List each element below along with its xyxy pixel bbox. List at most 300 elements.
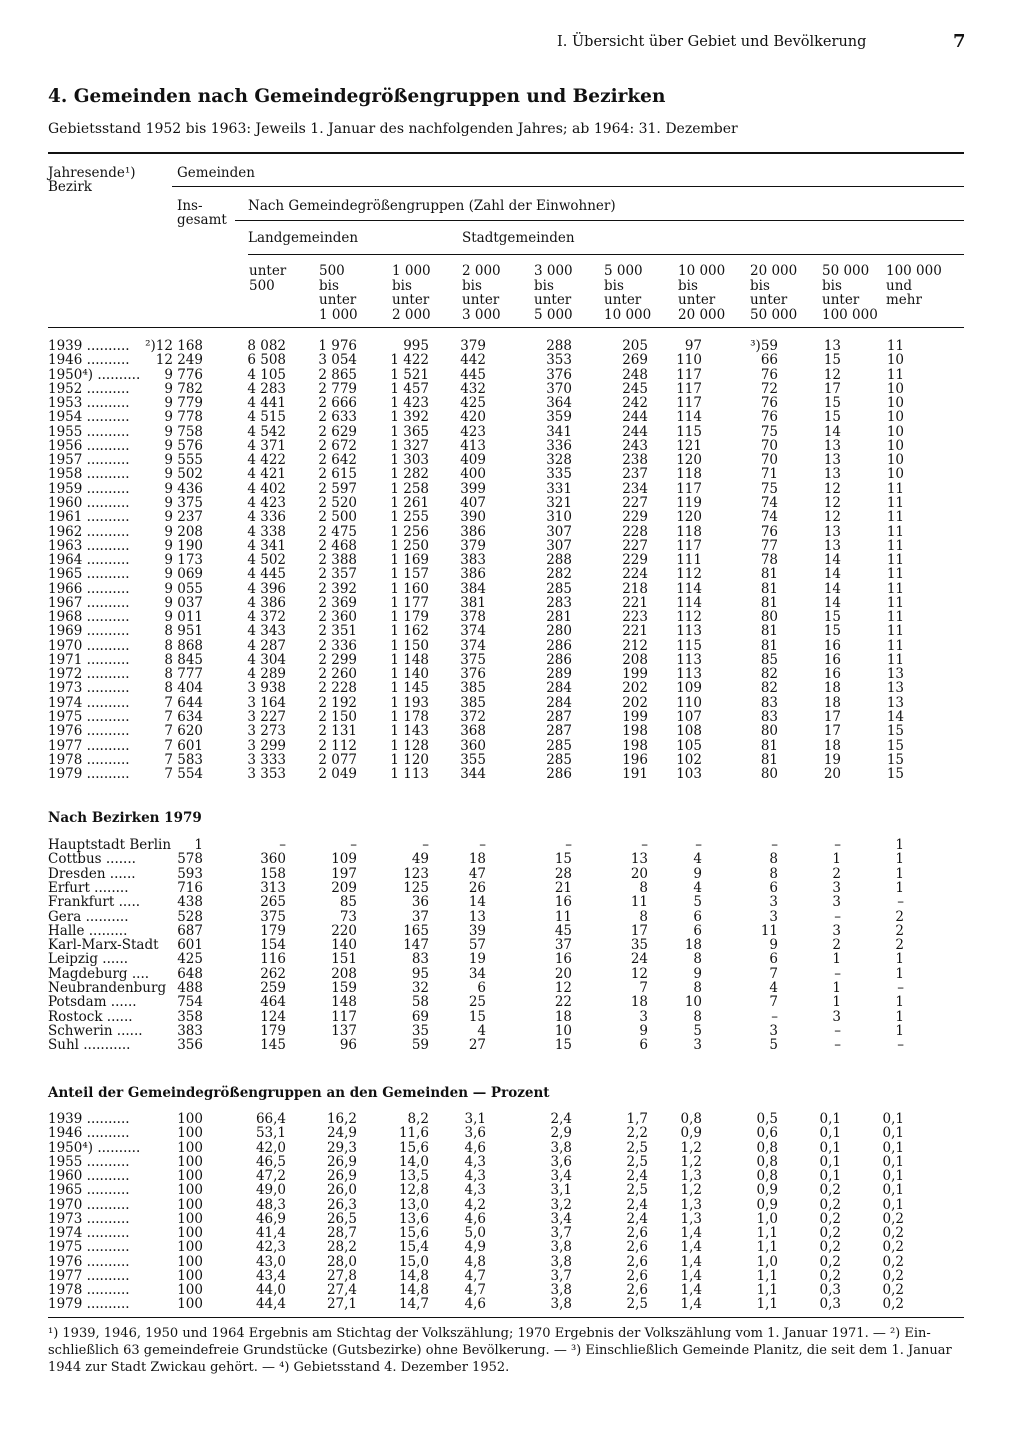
table-cell: 4,6	[464, 1296, 486, 1313]
table-cell: 1	[895, 879, 904, 896]
table-cell: 2,6	[626, 1267, 648, 1284]
table-cell: 27,1	[326, 1296, 357, 1313]
table-cell: 85	[339, 894, 357, 911]
table-cell: 19	[468, 951, 486, 968]
table-cell: 399	[460, 480, 486, 497]
table-cell: 407	[460, 494, 486, 511]
table-cell: 100	[177, 1282, 203, 1298]
row-label: 1966 ..........	[48, 580, 130, 597]
table-cell: 4	[693, 879, 702, 896]
table-cell: 2,6	[626, 1282, 648, 1298]
table-cell: 11	[886, 366, 904, 383]
table-cell: 13	[823, 452, 841, 469]
table-cell: 1 157	[390, 566, 429, 583]
table-cell: 1 140	[390, 666, 429, 683]
table-cell: 16	[823, 666, 841, 683]
size-class-header: 50 000	[750, 306, 798, 323]
table-cell: 601	[177, 937, 203, 954]
table-cell: 223	[622, 609, 648, 626]
table-cell: 24	[630, 951, 648, 968]
table-cell: 288	[546, 338, 572, 354]
table-cell: 2,5	[626, 1182, 648, 1199]
table-cell: 0,1	[882, 1168, 904, 1184]
year-row	[0, 525, 1024, 539]
table-cell: 2,9	[550, 1125, 572, 1142]
row-label: 1962 ..........	[48, 523, 130, 540]
table-cell: 20	[823, 766, 841, 783]
row-label: 1974 ..........	[48, 694, 130, 711]
table-cell: 754	[177, 994, 203, 1011]
table-cell: 15	[823, 609, 841, 626]
table-cell: 18	[554, 1008, 572, 1025]
table-cell: 9 208	[164, 523, 203, 540]
table-cell: 95	[411, 965, 429, 982]
table-cell: 114	[676, 580, 702, 597]
table-cell: 228	[622, 523, 648, 540]
table-cell: 108	[676, 723, 702, 740]
table-cell: 1 261	[390, 494, 429, 511]
table-cell: 43,0	[255, 1253, 286, 1270]
table-cell: 2 336	[318, 637, 357, 654]
year-row	[0, 353, 1024, 367]
table-cell: 245	[622, 380, 648, 397]
table-cell: 262	[260, 965, 286, 982]
table-cell: 14	[886, 709, 904, 726]
row-label: Cottbus .......	[48, 851, 136, 868]
table-cell: 1 143	[390, 723, 429, 740]
table-cell: 2 357	[318, 566, 357, 583]
table-cell: 1 178	[390, 709, 429, 726]
table-cell: 96	[339, 1037, 357, 1054]
table-cell: 103	[676, 766, 702, 783]
table-cell: 4 515	[247, 409, 286, 426]
bezirk-row	[0, 838, 1024, 852]
table-cell: 26,9	[326, 1168, 357, 1184]
table-cell: 15,6	[398, 1139, 429, 1156]
table-cell: 420	[460, 409, 486, 426]
table-cell: 21	[554, 879, 572, 896]
running-head: I. Übersicht über Gebiet und Bevölkerung	[557, 34, 867, 50]
table-cell: –	[834, 1037, 841, 1054]
row-label: 1977 ..........	[48, 1267, 130, 1284]
table-cell: ³)59	[750, 338, 778, 354]
table-cell: 4 542	[247, 423, 286, 440]
row-label: 1959 ..........	[48, 480, 130, 497]
table-cell: 7	[639, 980, 648, 996]
table-cell: 1,4	[680, 1296, 702, 1313]
size-class-header: 5 000	[534, 306, 573, 323]
table-cell: 10	[554, 1022, 572, 1039]
table-cell: 77	[760, 537, 778, 554]
table-cell: 205	[622, 338, 648, 354]
anteil-row	[0, 1141, 1024, 1155]
table-cell: 360	[260, 851, 286, 868]
table-cell: 3,1	[550, 1182, 572, 1199]
table-cell: 20	[554, 965, 572, 982]
table-cell: 3,8	[550, 1239, 572, 1256]
row-label: 1974 ..........	[48, 1225, 130, 1241]
table-cell: 6	[477, 980, 486, 996]
table-cell: 71	[760, 466, 778, 483]
table-cell: 383	[460, 552, 486, 569]
table-cell: 3 227	[247, 709, 286, 726]
table-cell: 7	[769, 965, 778, 982]
size-class-header: 10 000	[604, 306, 652, 323]
table-cell: 75	[760, 480, 778, 497]
table-cell: 1	[194, 837, 203, 853]
table-cell: 8 951	[164, 623, 203, 640]
footnote-line: ¹) 1939, 1946, 1950 und 1964 Ergebnis am Stichtag der Volkszählung; 1970 Ergebnis der Volkszählung vom 1. Januar 1971. — ²) Ein-	[48, 1326, 931, 1341]
table-cell: 1,3	[680, 1210, 702, 1227]
table-cell: 8,2	[407, 1111, 429, 1127]
table-cell: 281	[546, 609, 572, 626]
year-row	[0, 453, 1024, 467]
table-cell: 4,6	[464, 1139, 486, 1156]
table-cell: 0,1	[819, 1139, 841, 1156]
table-cell: 1,1	[756, 1225, 778, 1241]
table-cell: 341	[546, 423, 572, 440]
row-label: 1958 ..........	[48, 466, 130, 483]
table-cell: 11	[886, 623, 904, 640]
row-label: 1976 ..........	[48, 723, 130, 740]
table-cell: 2,4	[550, 1111, 572, 1127]
table-cell: 12,8	[398, 1182, 429, 1199]
table-cell: 151	[331, 951, 357, 968]
table-cell: 528	[177, 908, 203, 925]
table-cell: 9 502	[164, 466, 203, 483]
table-cell: –	[834, 965, 841, 982]
size-class-header: 5 000	[604, 263, 643, 279]
table-cell: 53,1	[255, 1125, 286, 1142]
table-cell: 1 162	[390, 623, 429, 640]
table-cell: 76	[760, 395, 778, 412]
table-cell: 374	[460, 637, 486, 654]
table-cell: 0,3	[819, 1282, 841, 1298]
table-cell: 1 282	[390, 466, 429, 483]
table-cell: 280	[546, 623, 572, 640]
size-class-header: mehr	[886, 292, 922, 308]
table-cell: 2 642	[318, 452, 357, 469]
table-cell: 0,5	[756, 1111, 778, 1127]
table-cell: 331	[546, 480, 572, 497]
table-cell: 202	[622, 694, 648, 711]
table-cell: 2 228	[318, 680, 357, 697]
table-cell: 2 468	[318, 537, 357, 554]
table-cell: 15	[823, 409, 841, 426]
table-cell: 0,2	[882, 1210, 904, 1227]
table-cell: 83	[760, 694, 778, 711]
table-cell: –	[771, 837, 778, 853]
table-cell: 1 258	[390, 480, 429, 497]
table-cell: 49	[411, 851, 429, 868]
table-cell: 3	[639, 1008, 648, 1025]
table-cell: 7 554	[164, 766, 203, 783]
table-cell: 0,2	[819, 1253, 841, 1270]
size-class-header: unter	[392, 292, 430, 308]
bezirk-row	[0, 895, 1024, 909]
table-cell: 4,2	[464, 1196, 486, 1213]
table-cell: 1 255	[390, 509, 429, 526]
table-cell: 2 150	[318, 709, 357, 726]
table-cell: 83	[760, 709, 778, 726]
row-label: 1955 ..........	[48, 1153, 130, 1170]
bezirk-row	[0, 1010, 1024, 1024]
table-cell: 26,9	[326, 1153, 357, 1170]
row-label: Gera ..........	[48, 908, 129, 925]
table-cell: 1 422	[390, 352, 429, 369]
table-cell: 74	[760, 494, 778, 511]
table-cell: 2 112	[318, 737, 357, 754]
table-cell: 1,4	[680, 1267, 702, 1284]
size-class-header: bis	[678, 277, 698, 294]
row-label: 1946 ..........	[48, 352, 130, 369]
year-row	[0, 553, 1024, 567]
table-cell: 0,1	[882, 1111, 904, 1127]
table-cell: 8	[639, 908, 648, 925]
table-cell: 70	[760, 437, 778, 454]
table-cell: 8 404	[164, 680, 203, 697]
table-cell: 4 386	[247, 594, 286, 611]
table-cell: 179	[260, 1022, 286, 1039]
table-cell: 29,3	[326, 1139, 357, 1156]
year-row	[0, 582, 1024, 596]
table-cell: 120	[676, 452, 702, 469]
table-cell: 8 845	[164, 651, 203, 668]
table-cell: 2 672	[318, 437, 357, 454]
table-cell: 17	[630, 922, 648, 939]
table-cell: 0,1	[819, 1168, 841, 1184]
table-cell: 82	[760, 680, 778, 697]
size-class-header: unter	[822, 292, 860, 308]
table-cell: 716	[177, 879, 203, 896]
table-cell: 82	[760, 666, 778, 683]
table-cell: 115	[676, 423, 702, 440]
row-label: 1971 ..........	[48, 651, 130, 668]
table-cell: 8	[769, 851, 778, 868]
table-cell: 78	[760, 552, 778, 569]
table-cell: 2 369	[318, 594, 357, 611]
anteil-row	[0, 1255, 1024, 1269]
table-cell: 159	[331, 980, 357, 996]
table-cell: 145	[260, 1037, 286, 1054]
table-cell: 1	[895, 1008, 904, 1025]
table-cell: 10	[684, 994, 702, 1011]
table-cell: 648	[177, 965, 203, 982]
table-cell: 2 865	[318, 366, 357, 383]
table-cell: 1,1	[756, 1282, 778, 1298]
size-class-header: 500	[319, 263, 345, 279]
table-cell: 17	[823, 723, 841, 740]
table-cell: 11	[886, 338, 904, 354]
table-cell: 244	[622, 423, 648, 440]
table-cell: –	[565, 837, 572, 853]
table-cell: 385	[460, 694, 486, 711]
table-cell: 80	[760, 723, 778, 740]
table-cell: 4	[693, 851, 702, 868]
table-cell: 379	[460, 537, 486, 554]
size-class-header: 500	[249, 277, 275, 294]
size-class-header: 2 000	[462, 263, 501, 279]
year-row	[0, 396, 1024, 410]
table-cell: 1,2	[680, 1153, 702, 1170]
table-cell: 0,2	[819, 1210, 841, 1227]
size-class-header: 50 000	[822, 263, 870, 279]
table-cell: 1,1	[756, 1296, 778, 1313]
table-cell: 2,5	[626, 1153, 648, 1170]
row-label: 1976 ..........	[48, 1253, 130, 1270]
table-cell: 2 475	[318, 523, 357, 540]
table-cell: 11	[760, 922, 778, 939]
table-cell: 3 054	[318, 352, 357, 369]
table-cell: 3,6	[550, 1153, 572, 1170]
size-class-header: 100 000	[822, 306, 878, 323]
table-cell: 3,7	[550, 1267, 572, 1284]
table-cell: 10	[886, 466, 904, 483]
table-cell: 4 396	[247, 580, 286, 597]
table-cell: 1 327	[390, 437, 429, 454]
table-cell: 28,7	[326, 1225, 357, 1241]
table-cell: 18	[630, 994, 648, 1011]
table-cell: 1	[832, 980, 841, 996]
anteil-row	[0, 1155, 1024, 1169]
table-cell: 9 375	[164, 494, 203, 511]
page-number: 7	[953, 31, 966, 52]
table-cell: 2 351	[318, 623, 357, 640]
row-label: 1953 ..........	[48, 395, 130, 412]
table-cell: 8 868	[164, 637, 203, 654]
table-cell: 202	[622, 680, 648, 697]
row-label: 1960 ..........	[48, 494, 130, 511]
table-cell: 58	[411, 994, 429, 1011]
table-cell: 0,9	[756, 1182, 778, 1199]
table-cell: 116	[260, 951, 286, 968]
table-cell: 59	[411, 1037, 429, 1054]
table-cell: 12	[823, 366, 841, 383]
table-cell: 15	[886, 723, 904, 740]
table-cell: 44,0	[255, 1282, 286, 1298]
table-cell: 259	[260, 980, 286, 996]
table-cell: 8	[639, 879, 648, 896]
table-cell: 269	[622, 352, 648, 369]
table-cell: 3	[832, 1008, 841, 1025]
table-cell: 109	[331, 851, 357, 868]
table-cell: 1,1	[756, 1267, 778, 1284]
table-cell: 11	[886, 509, 904, 526]
table-cell: 81	[760, 751, 778, 768]
table-cell: 13	[823, 466, 841, 483]
table-cell: 336	[546, 437, 572, 454]
stub-header-bezirk: Bezirk	[48, 179, 92, 195]
table-cell: 4,8	[464, 1253, 486, 1270]
table-cell: 0,1	[882, 1196, 904, 1213]
table-cell: 13,6	[398, 1210, 429, 1227]
bezirk-row	[0, 924, 1024, 938]
table-cell: 3	[832, 922, 841, 939]
table-cell: 687	[177, 922, 203, 939]
table-cell: 47,2	[255, 1168, 286, 1184]
table-cell: 121	[676, 437, 702, 454]
table-cell: 1 160	[390, 580, 429, 597]
table-cell: –	[279, 837, 286, 853]
table-cell: 238	[622, 452, 648, 469]
table-cell: 41,4	[255, 1225, 286, 1241]
table-cell: 43,4	[255, 1267, 286, 1284]
table-cell: 5	[693, 1022, 702, 1039]
table-cell: –	[834, 1022, 841, 1039]
table-cell: 10	[886, 380, 904, 397]
table-cell: 1 256	[390, 523, 429, 540]
table-cell: 1 423	[390, 395, 429, 412]
table-cell: 2 360	[318, 609, 357, 626]
table-cell: 0,1	[882, 1125, 904, 1142]
table-cell: 3	[769, 1022, 778, 1039]
table-cell: 0,2	[819, 1239, 841, 1256]
table-cell: 464	[260, 994, 286, 1011]
table-cell: 4 371	[247, 437, 286, 454]
table-cell: 593	[177, 865, 203, 882]
year-row	[0, 753, 1024, 767]
table-cell: 80	[760, 609, 778, 626]
table-cell: 110	[676, 694, 702, 711]
table-cell: 3,4	[550, 1168, 572, 1184]
table-cell: 9 778	[164, 409, 203, 426]
anteil-row	[0, 1212, 1024, 1226]
year-row	[0, 496, 1024, 510]
table-cell: 147	[403, 937, 429, 954]
table-cell: 381	[460, 594, 486, 611]
table-cell: 4 341	[247, 537, 286, 554]
table-cell: 4 105	[247, 366, 286, 383]
table-cell: 15	[554, 851, 572, 868]
table-cell: 1	[832, 994, 841, 1011]
table-cell: 100	[177, 1296, 203, 1313]
table-cell: 423	[460, 423, 486, 440]
table-cell: 4 502	[247, 552, 286, 569]
row-label: 1978 ..........	[48, 751, 130, 768]
table-cell: 47	[468, 865, 486, 882]
table-cell: 0,2	[882, 1296, 904, 1313]
table-cell: 15	[554, 1037, 572, 1054]
table-cell: 2,6	[626, 1225, 648, 1241]
table-cell: 243	[622, 437, 648, 454]
table-cell: 27,8	[326, 1267, 357, 1284]
year-row	[0, 467, 1024, 481]
table-cell: 370	[546, 380, 572, 397]
bezirk-row	[0, 852, 1024, 866]
table-cell: 374	[460, 623, 486, 640]
table-cell: 18	[823, 694, 841, 711]
table-cell: 81	[760, 637, 778, 654]
table-cell: 1,2	[680, 1139, 702, 1156]
table-cell: 100	[177, 1267, 203, 1284]
table-cell: 7 644	[164, 694, 203, 711]
table-cell: 1	[895, 851, 904, 868]
row-label: 1975 ..........	[48, 709, 130, 726]
table-cell: 140	[331, 937, 357, 954]
table-cell: 13	[823, 523, 841, 540]
table-cell: 328	[546, 452, 572, 469]
table-cell: 285	[546, 580, 572, 597]
table-cell: 11,6	[398, 1125, 429, 1142]
footnote-line: 1944 zur Stadt Zwickau gehört. — ⁴) Gebietsstand 4. Dezember 1952.	[48, 1360, 510, 1375]
table-cell: 7 634	[164, 709, 203, 726]
table-cell: 413	[460, 437, 486, 454]
table-cell: 81	[760, 737, 778, 754]
table-cell: 3,8	[550, 1253, 572, 1270]
table-cell: 0,1	[882, 1153, 904, 1170]
table-cell: 13	[823, 537, 841, 554]
table-cell: 9 011	[164, 609, 203, 626]
